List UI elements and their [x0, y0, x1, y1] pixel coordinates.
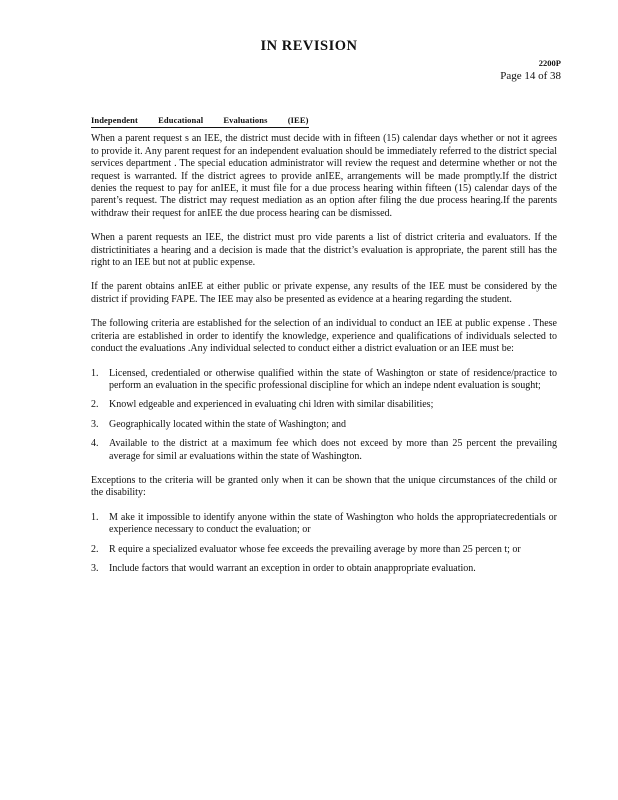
list-item	[91, 544, 557, 556]
exceptions-list	[91, 512, 557, 576]
list-item	[91, 512, 557, 537]
paragraph-district-criteria: When a parent requests an IEE, the district must pro vide parents a list of district criteria and evaluators. If the districtinitiates a hearing and a decision is made that the district’s evaluation is appropriate, the parent still has the right to an IEE but not at public expense.	[91, 232, 557, 269]
list-item	[91, 399, 557, 411]
page-title: IN REVISION	[260, 38, 358, 54]
list-number: 2.	[91, 543, 99, 555]
list-number: 2.	[91, 399, 99, 411]
document-body	[91, 114, 557, 587]
section-heading: Independent Educational Evaluations (IEE)	[91, 114, 309, 128]
paragraph-iee-results: If the parent obtains anIEE at either public or private expense, any results of the IEE must be considered by the district if providing FAPE. The IEE may also be presented as evidence at a hearing regarding the student.	[91, 281, 557, 305]
paragraph-iee-request: When a parent request s an IEE, the district must decide with in fifteen (15) calendar days whether or not it agrees to provide it. Any parent request for an independent evaluation should be immediately referred to the district special services department . The special education administrator will review the request and determine whether or not the request is warranted. If the district agrees to provide anIEE, arrangements will be made promptly.If the district denies the request to pay for anIEE, it must file for a due process hearing within fifteen (15) calendar days of the parent’s request. The district may request mediation as an option after filing the due process hearing.If the parents withdraw their request for anIEE the due process hearing can be dismissed.	[91, 133, 557, 219]
criteria-list	[91, 368, 557, 463]
list-text: R equire a specialized evaluator whose fee exceeds the prevailing average by more than 25 percen t; or	[109, 543, 521, 555]
list-number: 4.	[91, 438, 99, 450]
list-text: Include factors that would warrant an exception in order to obtain anappropriate evaluation.	[109, 562, 476, 574]
paragraph-exceptions-intro: Exceptions to the criteria will be granted only when it can be shown that the unique circumstances of the child or the disability:	[91, 474, 557, 499]
list-item	[91, 438, 557, 463]
page-number: Page 14 of 38	[500, 70, 561, 82]
list-item	[91, 419, 557, 431]
policy-code: 2200P	[538, 58, 561, 68]
list-text: Knowl edgeable and experienced in evaluating chi ldren with similar disabilities;	[109, 399, 434, 411]
list-number: 3.	[91, 418, 99, 430]
list-text: Geographically located within the state of Washington; and	[109, 418, 347, 430]
list-number: 1.	[91, 367, 99, 379]
list-text: Available to the district at a maximum fee which does not exceed by more than 25 percent the prevailing average for simil ar evaluations within the state of Washington.	[109, 438, 557, 462]
list-number: 1.	[91, 511, 99, 523]
list-text: Licensed, credentialed or otherwise qualified within the state of Washington or state of residence/practice to perform an evaluation in the specific professional discipline for which an indepe ndent evaluation is sought;	[109, 367, 557, 391]
list-item	[91, 368, 557, 393]
list-item	[91, 563, 557, 575]
list-text: M ake it impossible to identify anyone within the state of Washington who holds the appropriatecredentials or experience necessary to conduct the evaluation; or	[109, 511, 557, 536]
paragraph-selection-criteria: The following criteria are established for the selection of an individual to conduct an IEE at public expense . These criteria are established in order to identify the knowledge, experience and qualifications of individuals selected to conduct the evaluations .Any individual selected to conduct either a district evaluation or an IEE must be:	[91, 318, 557, 355]
list-number: 3.	[91, 562, 99, 574]
